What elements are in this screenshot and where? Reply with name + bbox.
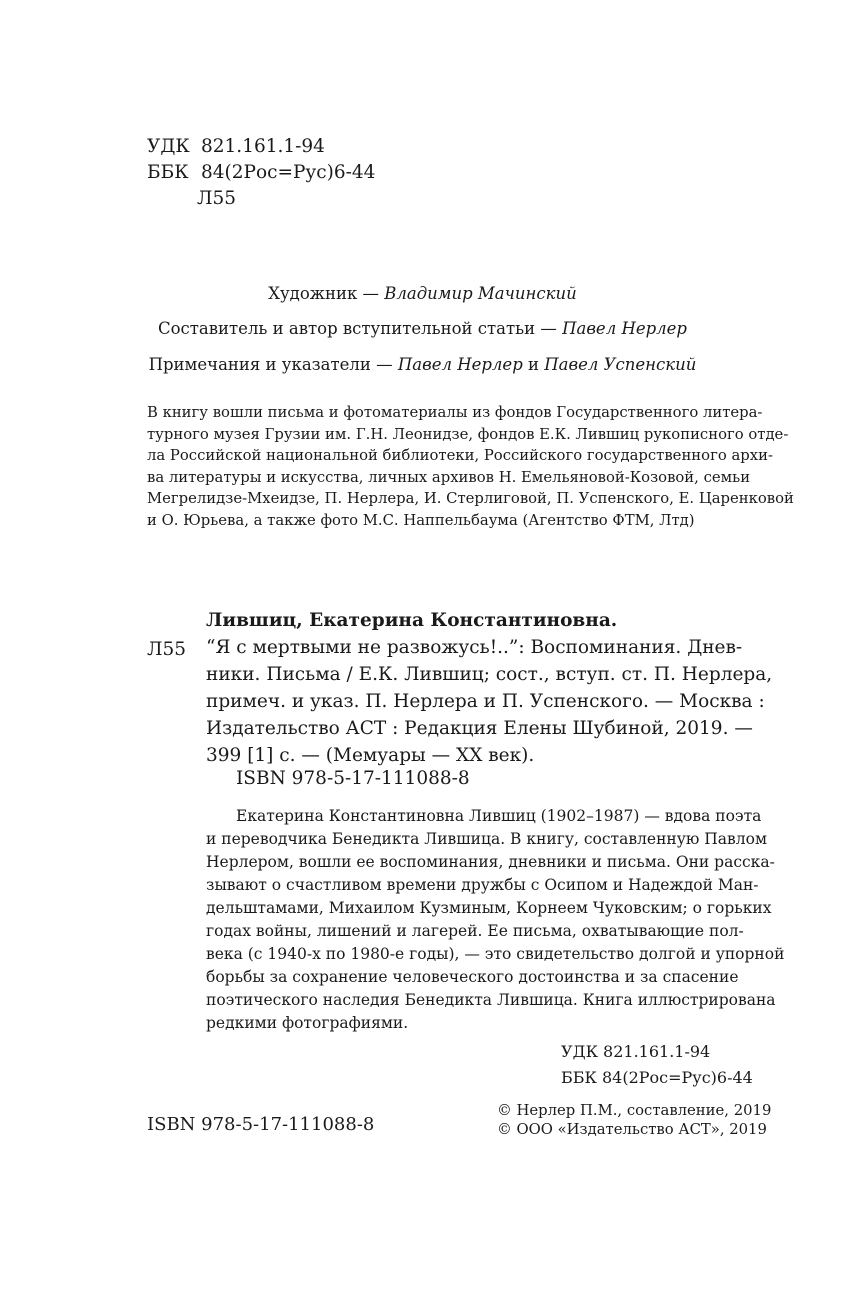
notes-credit: [0, 355, 845, 374]
annotation-line: годах войны, лишений и лагерей. Ее письма, охватывающие пол-: [206, 922, 744, 940]
bbk-label: ББК: [147, 162, 189, 183]
record-isbn: ISBN 978-5-17-111088-8: [236, 768, 470, 789]
annotation-line: поэтического наследия Бенедикта Лившица. Книга иллюстрирована: [206, 991, 776, 1009]
artist-role: Художник —: [268, 284, 385, 303]
annotation-line: редкими фотографиями.: [206, 1014, 409, 1032]
footer-isbn: ISBN 978-5-17-111088-8: [147, 1114, 375, 1135]
author-mark: Л55: [197, 188, 236, 209]
notes-and: и: [522, 355, 545, 374]
copyright-publisher: © ООО «Издательство АСТ», 2019: [497, 1121, 767, 1138]
notes-name-1: Павел Нерлер: [397, 355, 523, 374]
udk-value: 821.161.1-94: [201, 136, 325, 157]
udk-label: УДК: [147, 136, 190, 157]
annotation-line: дельштамами, Михаилом Кузминым, Корнеем Чуковским; о горьких: [206, 899, 772, 917]
sources-line: и О. Юрьева, а также фото М.С. Наппельбаума (Агентство ФТМ, Лтд): [147, 511, 695, 529]
description-line: примеч. и указ. П. Нерлера и П. Успенского. — Москва :: [206, 691, 765, 712]
annotation-line: Екатерина Константиновна Лившиц (1902–1987) — вдова поэта: [236, 807, 762, 825]
description-line: “Я с мертвыми не развожусь!..”: Воспоминания. Днев-: [206, 637, 743, 658]
annotation-line: борьбы за сохранение человеческого достоинства и за спасение: [206, 968, 739, 986]
sources-line: ва литературы и искусства, личных архивов Н. Емельяновой-Козовой, семьи: [147, 468, 751, 486]
compiler-name: Павел Нерлер: [562, 319, 687, 338]
artist-name: Владимир Мачинский: [384, 284, 577, 303]
footer-udk: УДК 821.161.1-94: [561, 1042, 711, 1061]
record-author-mark: Л55: [147, 639, 186, 660]
annotation-line: зывают о счастливом времени дружбы с Осипом и Надеждой Ман-: [206, 876, 759, 894]
description-line: 399 [1] с. — (Мемуары — XX век).: [206, 745, 535, 766]
sources-line: В книгу вошли письма и фотоматериалы из фондов Государственного литера-: [147, 404, 763, 421]
sources-line: Мегрелидзе-Мхеидзе, П. Нерлера, И. Стерлиговой, П. Успенского, Е. Царенковой: [147, 490, 794, 507]
compiler-role: Составитель и автор вступительной статьи —: [158, 319, 563, 338]
annotation-line: и переводчика Бенедикта Лившица. В книгу, составленную Павлом: [206, 830, 767, 848]
copyright-compiler: © Нерлер П.М., составление, 2019: [497, 1102, 772, 1119]
notes-name-2: Павел Успенский: [544, 355, 697, 374]
bbk-value: 84(2Рос=Рус)6-44: [201, 162, 376, 183]
description-line: ники. Письма / Е.К. Лившиц; сост., вступ. ст. П. Нерлера,: [206, 664, 773, 685]
sources-line: турного музея Грузии им. Г.Н. Леонидзе, фондов Е.К. Лившиц рукописного отде-: [147, 425, 789, 443]
description-line: Издательство АСТ : Редакция Елены Шубиной, 2019. —: [206, 718, 753, 739]
sources-line: ла Российской национальной библиотеки, Российского государственного архи-: [147, 447, 773, 464]
compiler-credit: [0, 319, 845, 338]
annotation-line: Нерлером, вошли ее воспоминания, дневники и письма. Они расска-: [206, 853, 775, 871]
artist-credit: [0, 284, 845, 303]
notes-role: Примечания и указатели —: [148, 355, 398, 374]
footer-bbk: ББК 84(2Рос=Рус)6-44: [561, 1068, 753, 1087]
annotation-line: века (с 1940-х по 1980-е годы), — это свидетельство долгой и упорной: [206, 945, 785, 963]
author-heading: Лившиц, Екатерина Константиновна.: [206, 610, 618, 631]
